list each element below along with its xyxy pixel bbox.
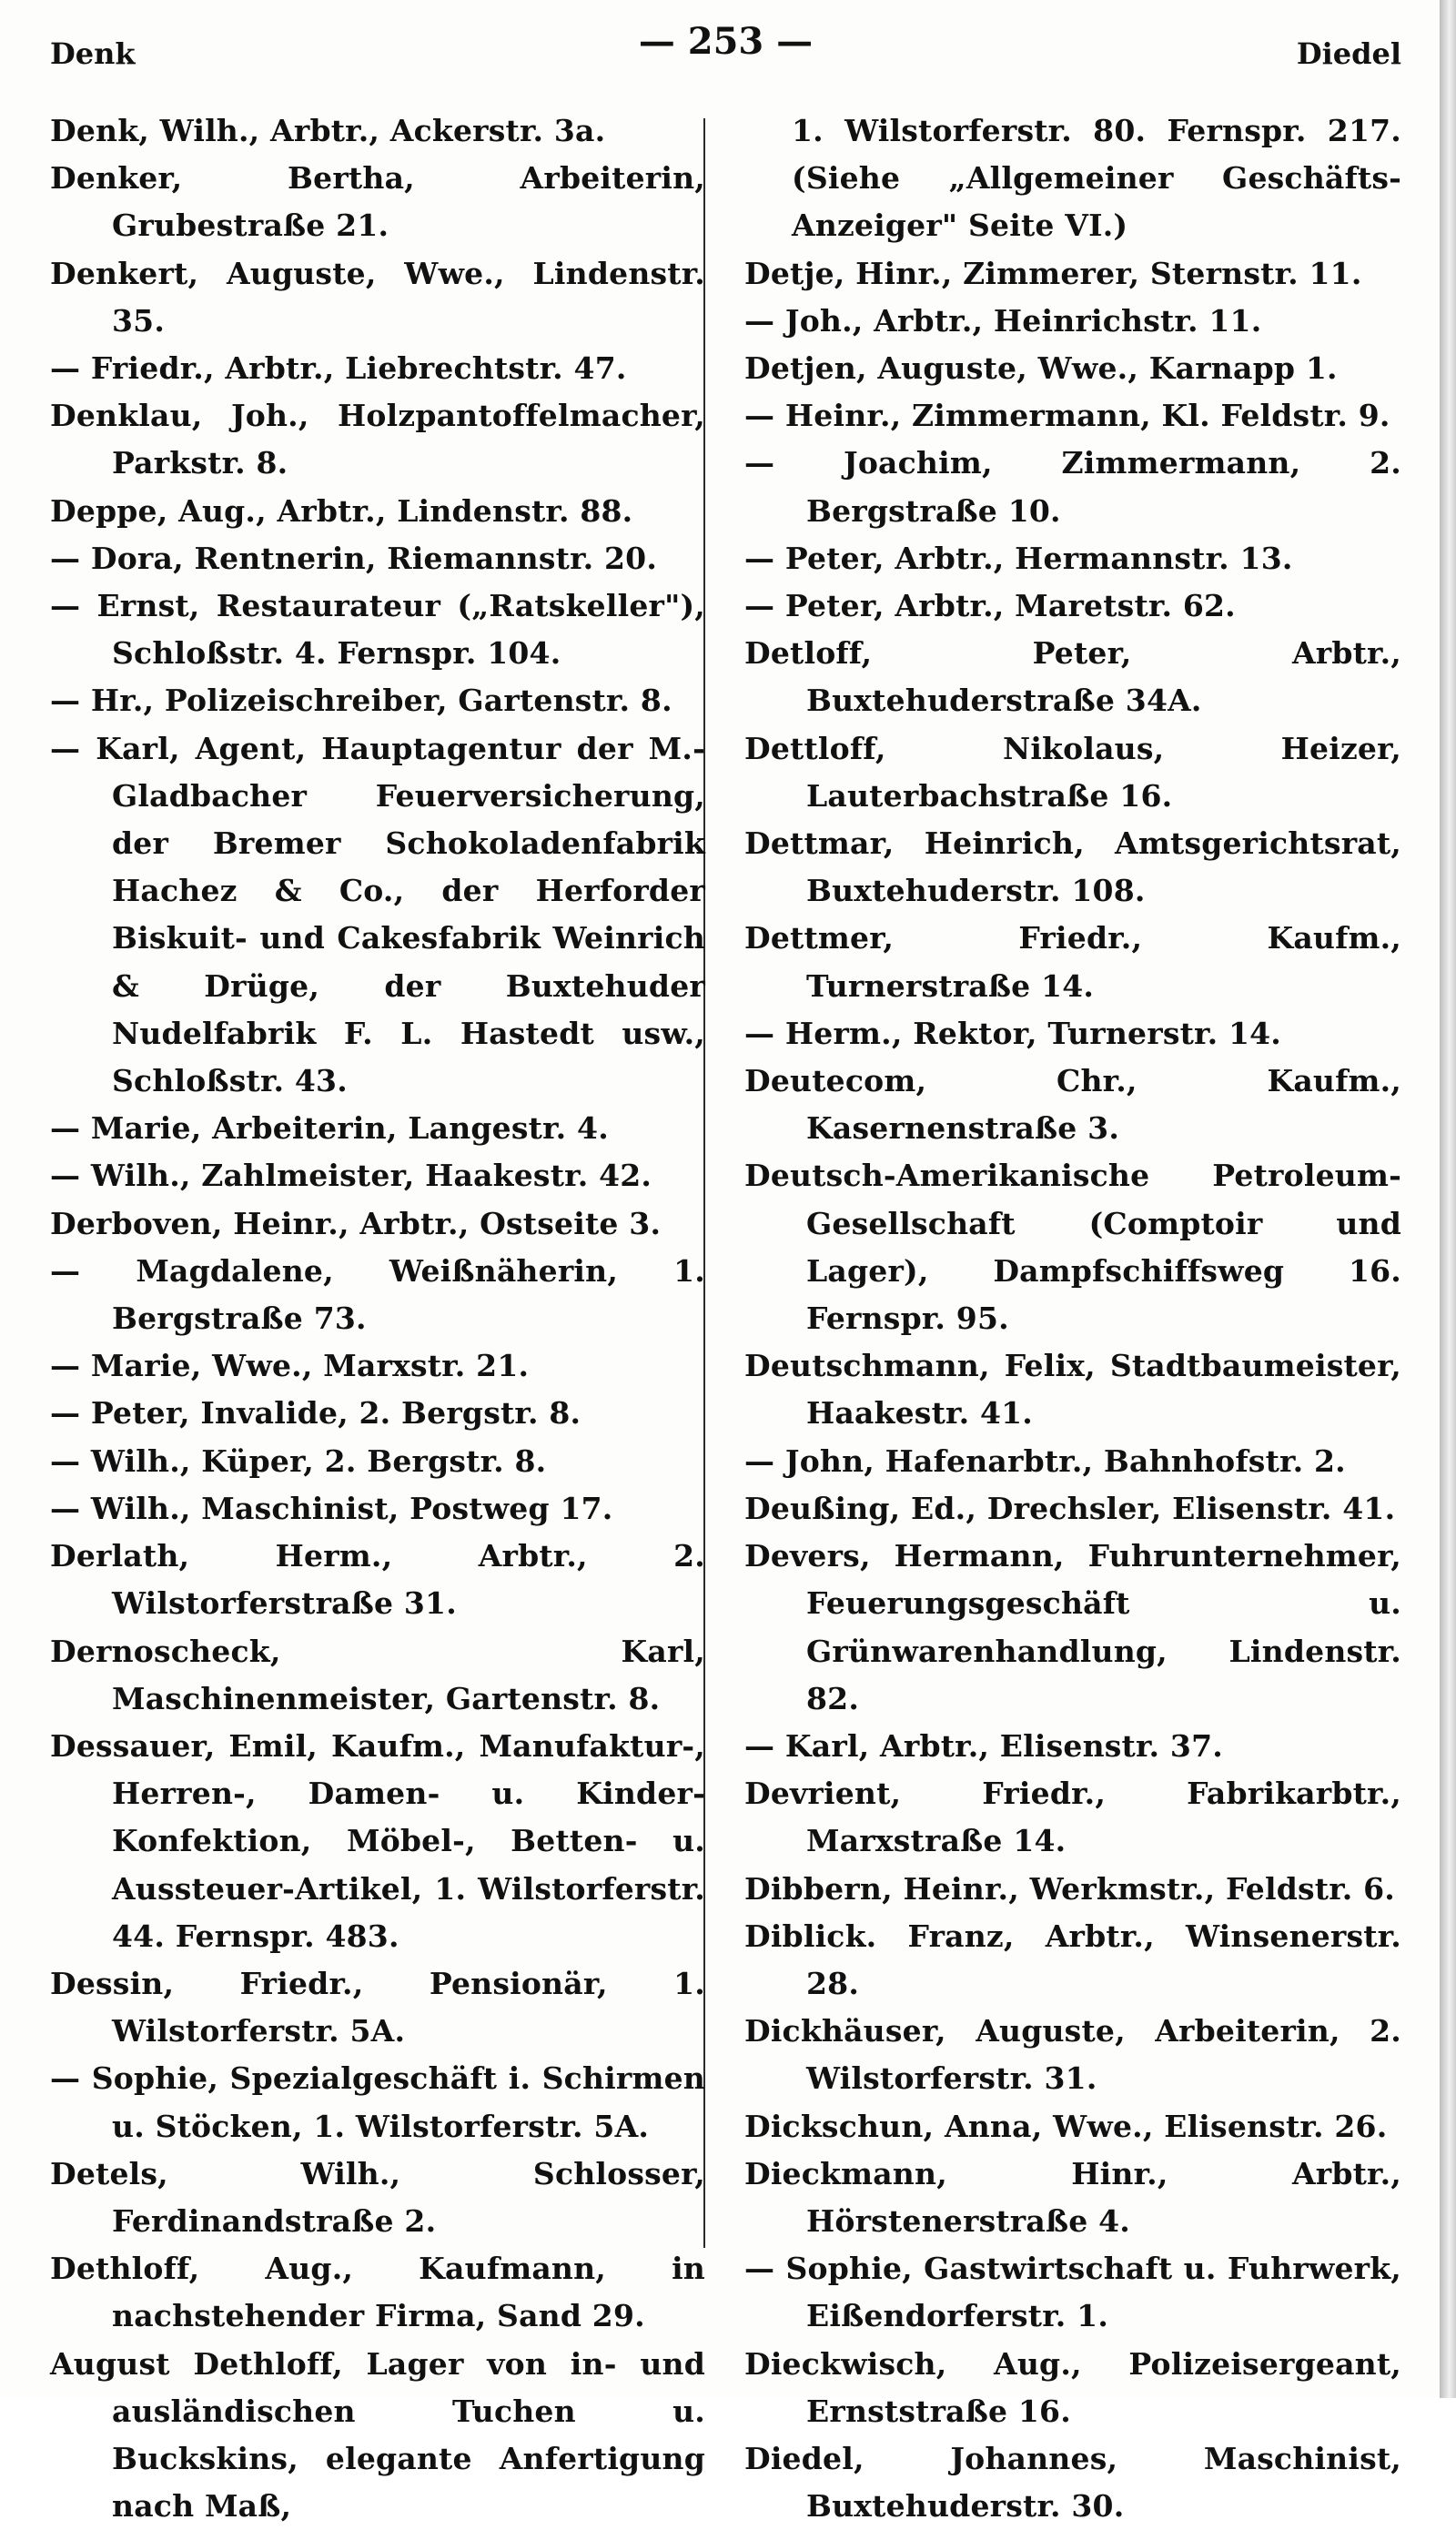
directory-entry: — Marie, Arbeiterin, Langestr. 4. bbox=[50, 1110, 609, 1147]
directory-entry: Detje, Hinr., Zimmerer, Sternstr. 11. bbox=[744, 255, 1362, 291]
directory-entry: Dickhäuser, Auguste, Arbeiterin, 2. Wilstorferstr. 31. bbox=[744, 2013, 1401, 2097]
directory-entry: — Peter, Invalide, 2. Bergstr. 8. bbox=[50, 1395, 581, 1432]
directory-entry: Denklau, Joh., Holzpantoffelmacher, Parkstr. 8. bbox=[50, 398, 705, 481]
continued-entry: 1. Wilstorferstr. 80. Fernspr. 217. (Siehe „Allgemeiner Geschäfts-Anzeiger" Seite VI.) bbox=[792, 113, 1401, 244]
directory-entry: Dessauer, Emil, Kaufm., Manufaktur-, Herren-, Damen- u. Kinder-Konfektion, Möbel-, Betten- u. Aussteuer-Artikel, 1. Wilstorferstr. 44. Fernspr. 483. bbox=[50, 1727, 705, 1954]
directory-entry: Dibbern, Heinr., Werkmstr., Feldstr. 6. bbox=[744, 1870, 1395, 1907]
directory-entry: Deußing, Ed., Drechsler, Elisenstr. 41. bbox=[744, 1490, 1396, 1526]
directory-entry: — Wilh., Zahlmeister, Haakestr. 42. bbox=[50, 1158, 652, 1194]
page-header bbox=[50, 20, 1401, 75]
directory-entry: — Sophie, Gastwirtschaft u. Fuhrwerk, Eißendorferstr. 1. bbox=[744, 2251, 1401, 2334]
directory-entry: — Joachim, Zimmermann, 2. Bergstraße 10. bbox=[744, 445, 1401, 529]
directory-entry: Detels, Wilh., Schlosser, Ferdinandstraße 2. bbox=[50, 2155, 705, 2239]
left-column bbox=[50, 107, 705, 2530]
page-number: — 253 — bbox=[638, 20, 814, 63]
directory-entry: Dettloff, Nikolaus, Heizer, Lauterbachstraße 16. bbox=[744, 730, 1401, 814]
page-edge-shadow bbox=[1440, 0, 1456, 2398]
right-column bbox=[744, 107, 1401, 2530]
directory-entry: Devrient, Friedr., Fabrikarbtr., Marxstraße 14. bbox=[744, 1776, 1401, 1859]
directory-entry: August Dethloff, Lager von in- und ausländischen Tuchen u. Buckskins, elegante Anfertigung nach Maß, bbox=[50, 2345, 705, 2525]
directory-entry: Dieckmann, Hinr., Arbtr., Hörstenerstraße 4. bbox=[744, 2155, 1401, 2239]
header-right-catchword: Diedel bbox=[1296, 36, 1401, 71]
directory-entry: — Marie, Wwe., Marxstr. 21. bbox=[50, 1348, 530, 1384]
directory-entry: Deppe, Aug., Arbtr., Lindenstr. 88. bbox=[50, 492, 633, 529]
directory-entry: — Dora, Rentnerin, Riemannstr. 20. bbox=[50, 540, 658, 576]
directory-entry: Dessin, Friedr., Pensionär, 1. Wilstorferstr. 5A. bbox=[50, 1965, 705, 2049]
directory-entry: Derlath, Herm., Arbtr., 2. Wilstorferstraße 31. bbox=[50, 1538, 705, 1622]
header-left-catchword: Denk bbox=[50, 36, 136, 71]
directory-entry: Dettmer, Friedr., Kaufm., Turnerstraße 14. bbox=[744, 920, 1401, 1004]
directory-entry: — Peter, Arbtr., Maretstr. 62. bbox=[744, 588, 1236, 624]
directory-entry: — Wilh., Küper, 2. Bergstr. 8. bbox=[50, 1442, 547, 1479]
directory-entry: Dieckwisch, Aug., Polizeisergeant, Ernststraße 16. bbox=[744, 2345, 1401, 2429]
directory-entry: — Hr., Polizeischreiber, Gartenstr. 8. bbox=[50, 683, 672, 719]
directory-entry: — Heinr., Zimmermann, Kl. Feldstr. 9. bbox=[744, 398, 1390, 434]
directory-entry: Denkert, Auguste, Wwe., Lindenstr. 35. bbox=[50, 255, 705, 339]
directory-entry: Dettmar, Heinrich, Amtsgerichtsrat, Buxtehuderstr. 108. bbox=[744, 825, 1401, 909]
directory-entry: Dethloff, Aug., Kaufmann, in nachstehender Firma, Sand 29. bbox=[50, 2251, 705, 2334]
directory-entry: Detjen, Auguste, Wwe., Karnapp 1. bbox=[744, 350, 1338, 387]
directory-entry: Diedel, Johannes, Maschinist, Buxtehuderstr. 30. bbox=[744, 2440, 1401, 2525]
directory-entry: — Karl, Arbtr., Elisenstr. 37. bbox=[744, 1727, 1223, 1764]
directory-entry: — Ernst, Restaurateur („Ratskeller"), Schloßstr. 4. Fernspr. 104. bbox=[50, 588, 705, 672]
directory-entry: Dickschun, Anna, Wwe., Elisenstr. 26. bbox=[744, 2108, 1388, 2144]
directory-entry: Deutsch-Amerikanische Petroleum-Gesellschaft (Comptoir und Lager), Dampfschiffsweg 16. Fernspr. 95. bbox=[744, 1158, 1401, 1337]
directory-entry: Derboven, Heinr., Arbtr., Ostseite 3. bbox=[50, 1205, 662, 1241]
directory-entry: — John, Hafenarbtr., Bahnhofstr. 2. bbox=[744, 1442, 1346, 1479]
directory-entry: — Peter, Arbtr., Hermannstr. 13. bbox=[744, 540, 1293, 576]
directory-entry: — Wilh., Maschinist, Postweg 17. bbox=[50, 1490, 613, 1526]
directory-entry: Devers, Hermann, Fuhrunternehmer, Feuerungsgeschäft u. Grünwarenhandlung, Lindenstr. 82. bbox=[744, 1538, 1401, 1716]
directory-entry: — Herm., Rektor, Turnerstr. 14. bbox=[744, 1015, 1281, 1051]
directory-entry: Dernoscheck, Karl, Maschinenmeister, Gartenstr. 8. bbox=[50, 1633, 705, 1716]
directory-entry: — Sophie, Spezialgeschäft i. Schirmen u. Stöcken, 1. Wilstorferstr. 5A. bbox=[50, 2060, 705, 2144]
directory-entry: Denker, Bertha, Arbeiterin, Grubestraße 21. bbox=[50, 160, 705, 244]
directory-entry: Denk, Wilh., Arbtr., Ackerstr. 3a. bbox=[50, 113, 606, 148]
directory-entry: — Karl, Agent, Hauptagentur der M.-Gladbacher Feuerversicherung, der Bremer Schokoladenfabrik Hachez & Co., der Herforder Biskuit- und Cakesfabrik Weinrich & Drüge, der Buxtehuder Nudelfabrik F. L. Hastedt usw., Schloßstr. 43. bbox=[50, 730, 705, 1099]
directory-entry: — Joh., Arbtr., Heinrichstr. 11. bbox=[744, 302, 1262, 339]
directory-entry: — Magdalene, Weißnäherin, 1. Bergstraße 73. bbox=[50, 1252, 705, 1337]
directory-entry: — Friedr., Arbtr., Liebrechtstr. 47. bbox=[50, 350, 627, 387]
directory-entry: Detloff, Peter, Arbtr., Buxtehuderstraße 34A. bbox=[744, 635, 1401, 719]
directory-entry: Diblick. Franz, Arbtr., Winsenerstr. 28. bbox=[744, 1918, 1401, 2001]
directory-entry: Deutschmann, Felix, Stadtbaumeister, Haakestr. 41. bbox=[744, 1348, 1401, 1432]
directory-entry: Deutecom, Chr., Kaufm., Kasernenstraße 3. bbox=[744, 1063, 1401, 1147]
